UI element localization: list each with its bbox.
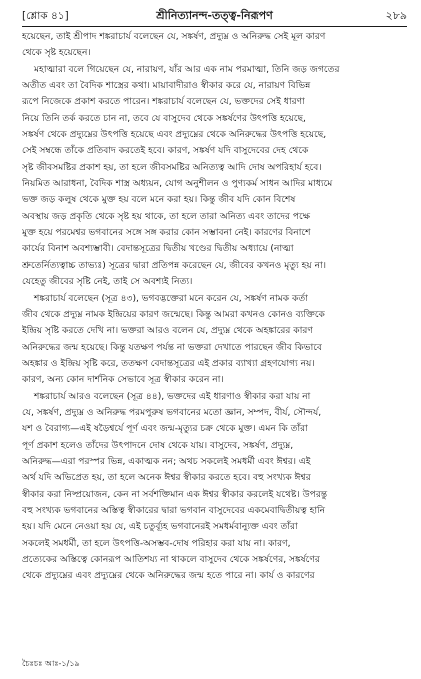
page-header xyxy=(22,6,407,26)
text-line: অনিরুদ্ধের জন্ম হয়েছে। কিন্তু যতক্ষণ পর্যন্ত না ভক্তরা দেখাতে পারছেন জীব কিভাবে xyxy=(22,341,322,353)
text-line: কারণ, অন্য কোন দার্শনিক সেভাবে সূত্র স্বীকার করেন না। xyxy=(22,374,224,386)
text-line: শ্রুতের্নিত্যত্বাচ্চ তাভ্যঃ) সূত্রের দ্বারা প্রতিপন্ন করেছেন যে, জীবের কখনও মৃত্যু হয় না। xyxy=(22,259,326,271)
text-line: রূপে নিজেকে প্রকাশ করতে পারেন। শঙ্করাচার্য বলেছেন যে, ভক্তদের সেই ধারণা xyxy=(22,96,305,108)
text-line: স্বীকার করা নিষ্প্রয়োজন, কেন না সর্বশক্তিমান এক ঈশ্বর স্বীকার করলেই যথেষ্ট। উপরন্তু xyxy=(22,488,328,500)
text-line: অহঙ্কার ও ইন্দ্রিয় সৃষ্টি করে, ততক্ষণ বেদান্তসূত্রের এই প্রকার ব্যাখ্যা গ্রহণযোগ্য নয়। xyxy=(22,357,315,369)
text-line: শঙ্করাচার্য আরও বলেছেন (সূত্র ৪৪), ভক্তদের এই ধারণাও স্বীকার করা যায় না xyxy=(34,390,311,402)
text-line: অবস্থায় জড় প্রকৃতি থেকে সৃষ্ট হয় থাকে, তা হলে তারা অনিত্য এবং তাদের পক্ষে xyxy=(22,210,311,222)
text-line: কার্যের বিনাশ অবশ্যম্ভাবী। বেদান্তসূত্রের দ্বিতীয় খণ্ডের দ্বিতীয় অধ্যায়ে (নাত্মা xyxy=(22,243,294,255)
text-line: ভক্ত জড় কলুষ থেকে মুক্ত হয় বলে মনে করা হয়। কিন্তু জীব যদি কোন বিশেষ xyxy=(22,194,296,206)
text-line: অনিরুদ্ধ—এরা পরস্পর ভিন্ন, একাত্মক নন; অথচ সকলেই সমধর্মী এবং ঈশ্বর। এই xyxy=(22,455,311,467)
text-line: ইন্দ্রিয় সৃষ্টি করতে দেখি না। ভক্তরা আরও বলেন যে, প্রদ্যুম্ন থেকে অহঙ্কারের কারণ xyxy=(22,325,313,337)
text-line: নিয়মিত আরাধনা, বৈদিক শাস্ত্র অধ্যয়ন, যোগ অনুশীলন ও পুণ্যকর্ম সাধন আদির মাধ্যমে xyxy=(22,178,333,190)
chapter-title: শ্রীনিত্যানন্দ-তত্ত্ব-নিরূপণ xyxy=(156,9,273,22)
text-line: সকলেই সমধর্মী, তা হলে উৎপত্তি-অসম্ভব-দোষ পরিহার করা যায় না। কারণ, xyxy=(22,537,291,549)
text-line: সেই সম্বন্ধে তাঁকে প্রতিবাদ করতেই হবে। কারণ, সঙ্কর্ষণ যদি বাসুদেবের দেহ থেকে xyxy=(22,145,309,157)
text-line: অর্থ যদি অভিপ্রেত হয়, তা হলে অনেক ঈশ্বর স্বীকার করতে হবে। বহু সংখ্যক ঈশ্বর xyxy=(22,472,311,484)
text-line: যেহেতু জীবের সৃষ্টি নেই, তাই সে অবশ্যই নিত্য। xyxy=(22,276,193,288)
text-line: সঙ্কর্ষণ থেকে প্রদ্যুম্নের উৎপত্তি হয়েছে এবং প্রদ্যুম্নের থেকে অনিরুদ্ধের উৎপত্তি হয়েছে, xyxy=(22,129,327,141)
text-line: যে, সঙ্কর্ষণ, প্রদ্যুম্ন ও অনিরুদ্ধ পরমপুরুষ ভগবানের মতো জ্ঞান, সম্পদ, বীর্য, সৌন্দর্য, xyxy=(22,406,322,418)
header-rule xyxy=(22,26,407,27)
page-number: ২৮৯ xyxy=(385,9,407,22)
text-line: মুক্ত হয়ে পরমেশ্বর ভগবানের সঙ্গে সঙ্গ করার কোন সম্ভাবনা নেই। কারণের বিনাশে xyxy=(22,227,311,239)
text-line: নিয়ে তিনি তর্ক করতে চান না, তবে যে বাসুদেব থেকে সঙ্কর্ষণের উৎপত্তি হয়েছে, xyxy=(22,112,306,124)
text-line: মহাত্মারা বলে গিয়েছেন যে, নারায়ণ, যাঁর আর এক নাম পরমাত্মা, তিনি জড় জগতের xyxy=(34,63,340,75)
text-line: হয়। যদি মেনে নেওয়া হয় যে, এই চতুর্ব্যূহ ভগবানেরই সমধর্মবান্যুক্ত এবং তাঁরা xyxy=(22,521,298,533)
text-line: বহু সংখ্যক ভগবানের অস্তিত্ব স্বীকারের দ্বারা ভগবান বাসুদেবের একমেবাদ্বিতীয়ত্ব হানি xyxy=(22,504,326,516)
text-line: অতীত এবং তা বৈদিক শাস্ত্রের কথা। মায়াবাদীরাও স্বীকার করে যে, নারায়ণ বিভিন্ন xyxy=(22,80,311,92)
text-line: যশ ও বৈরাগ্য—এই ষড়ৈশ্বর্যে পূর্ণ এবং জন্ম-মৃত্যুর চক্র থেকে মুক্ত। এমন কি তাঁরা xyxy=(22,423,308,435)
text-line: সৃষ্ট জীবসমষ্টির প্রকাশ হয়, তা হলে জীবসমষ্টির অনিত্যত্ব আদি দোষ অপরিহার্য হবে। xyxy=(22,161,322,173)
text-line: হয়েছেন, তাই শ্রীপাদ শঙ্করাচার্য বলেছেন যে, সঙ্কর্ষণ, প্রদ্যুম্ন ও অনিরুদ্ধ সেই মূল কারণ xyxy=(22,31,326,42)
text-line: পূর্ণ প্রকাশ হলেও তাঁদের উৎপাদনে দোষ থেকে যায়। বাসুদেব, সঙ্কর্ষণ, প্রদ্যুম্ন, xyxy=(22,439,294,451)
text-line: থেকে প্রদ্যুম্নের এবং প্রদ্যুম্নের থেকে অনিরুদ্ধের জন্ম হতে পারে না। কার্য ও কারণের xyxy=(22,570,315,582)
text-line: প্রত্যেকের অস্তিত্বে কোনরূপ আতিশয্য না থাকলে বাসুদেব থেকে সঙ্কর্ষণের, সঙ্কর্ষণের xyxy=(22,554,320,565)
text-line: শঙ্করাচার্য বলেছেন (সূত্র ৪৩), ভগবদ্ভক্তেরা মনে করেন যে, সঙ্কর্ষণ নামক কর্তা xyxy=(34,292,308,304)
page-body xyxy=(22,29,407,585)
verse-reference: [শ্লোক ৪১] xyxy=(22,10,69,22)
text-line: জীব থেকে প্রদ্যুম্ন নামক ইন্দ্রিয়ের কারণ জন্মেছে। কিন্তু আমরা কখনও কোনও ব্যক্তিকে xyxy=(22,308,325,320)
page-footer-signature: চৈঃচঃ আঃ-১/১৯ xyxy=(22,659,80,668)
text-line: থেকে সৃষ্ট হয়েছেন। xyxy=(22,47,91,59)
